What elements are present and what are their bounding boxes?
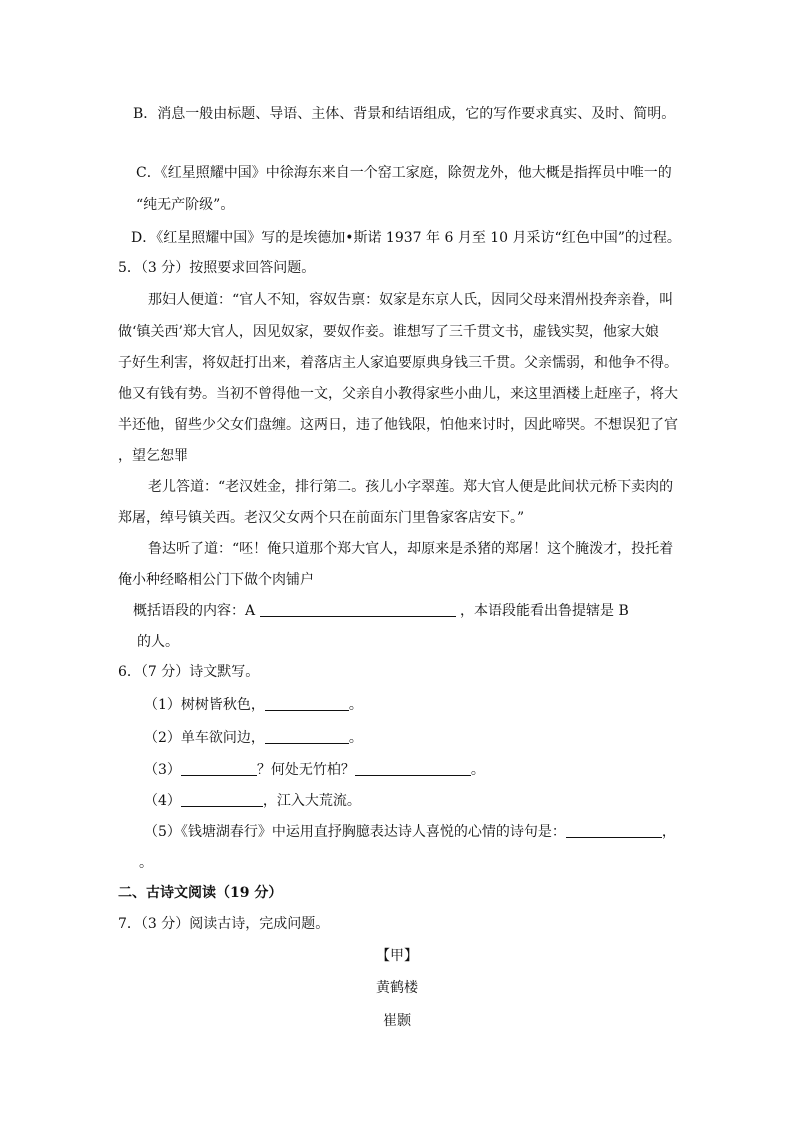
- q6-item-1-end: 。: [348, 697, 363, 713]
- option-d: D．《红星照耀中国》写的是埃德加•斯诺 1937 年 6 月至 10 月采访“红色中国”的过程。: [131, 230, 681, 246]
- q6-item-3-blank-1[interactable]: [181, 761, 257, 776]
- section-heading: 二、古诗文阅读（19 分）: [118, 885, 283, 901]
- q6-item-1-text: （1）树树皆秋色，: [144, 697, 265, 713]
- option-b: B．消息一般由标题、导语、主体、背景和结语组成，它的写作要求真实、及时、简明。: [133, 106, 676, 122]
- q6-item-4: [144, 791, 361, 811]
- q6-item-2-end: 。: [348, 730, 363, 746]
- q6-item-3: [144, 760, 485, 780]
- q5-passage-line: 做‘镇关西’郑大官人，因见奴家，要奴作妾。谁想写了三千贯文书，虚钱实契，他家大娘: [118, 324, 659, 340]
- q5-passage-line: 老儿答道：“老汉姓金，排行第二。孩儿小字翠莲。郑大官人便是此间状元桥下卖肉的: [148, 479, 674, 495]
- q5-answer-line2: 的人。: [137, 634, 179, 650]
- option-c-line2: “纯无产阶级”。: [136, 197, 235, 213]
- poem-author: 崔颢: [383, 1013, 411, 1029]
- poem-label: 【甲】: [376, 948, 418, 964]
- q6-item-4-blank[interactable]: [181, 792, 263, 807]
- q5-answer-a-blank[interactable]: [260, 602, 456, 617]
- q7-title: 7．（3 分）阅读古诗，完成问题。: [118, 916, 330, 932]
- q6-item-5-comma: ，: [661, 824, 676, 840]
- q5-passage-line: 那妇人便道：“官人不知，容奴告禀：奴家是东京人氏，因同父母来渭州投奔亲眷，叫: [148, 292, 674, 308]
- q5-answer-line1: [133, 601, 629, 621]
- q5-answer-b-label: ，本语段能看出鲁提辖是 B: [460, 603, 629, 619]
- q6-item-2-text: （2）单车欲问边，: [144, 730, 265, 746]
- q6-item-1-blank[interactable]: [265, 696, 349, 711]
- q5-passage-line: 他又有钱有势。当初不曾得他一文，父亲自小教得家些小曲儿，来这里酒楼上赶座子，将大: [118, 386, 678, 402]
- q6-item-1: [144, 695, 363, 715]
- q6-item-5-end: 。: [139, 855, 153, 871]
- q6-title: 6．（7 分）诗文默写。: [118, 664, 260, 680]
- q5-title: 5．（3 分）按照要求回答问题。: [118, 260, 316, 276]
- q5-passage-line: 鲁达听了道：“呸！俺只道那个郑大官人，却原来是杀猪的郑屠！这个腌泼才，投托着: [148, 541, 674, 557]
- q5-passage-line: 子好生利害，将奴赶打出来，着落店主人家追要原典身钱三千贯。父亲懦弱，和他争不得。: [118, 355, 678, 371]
- q6-item-3-blank-2[interactable]: [355, 761, 471, 776]
- q6-item-5-blank[interactable]: [566, 823, 662, 838]
- option-c-line1: C．《红星照耀中国》中徐海东来自一个窑工家庭，除贺龙外，他大概是指挥员中唯一的: [136, 165, 672, 181]
- q6-item-4-end: ，江入大荒流。: [262, 793, 361, 809]
- q6-item-5: [144, 822, 676, 842]
- q6-item-3-text: （3）: [144, 762, 181, 778]
- q6-item-3-end: 。: [470, 762, 485, 778]
- q6-item-2: [144, 728, 363, 748]
- q5-passage-line: 俺小种经略相公门下做个肉铺户: [118, 572, 314, 588]
- poem-title: 黄鹤楼: [376, 980, 418, 996]
- q5-passage-line: 半还他，留些少父女们盘缠。这两日，违了他钱限，怕他来讨时，因此啼哭。不想误犯了官: [118, 417, 678, 433]
- q6-item-2-blank[interactable]: [265, 729, 349, 744]
- q6-item-4-text: （4）: [144, 793, 181, 809]
- q5-passage-line: 郑屠，绰号镇关西。老汉父女两个只在前面东门里鲁家客店安下。”: [118, 510, 525, 526]
- q5-answer-a-label: 概括语段的内容：A: [133, 603, 256, 619]
- q6-item-5-text: （5）《钱塘湖春行》中运用直抒胸臆表达诗人喜悦的心情的诗句是：: [144, 824, 566, 840]
- q5-passage-line: ，望乞恕罪: [118, 448, 188, 464]
- q6-item-3-mid: ？何处无竹柏？: [256, 762, 355, 778]
